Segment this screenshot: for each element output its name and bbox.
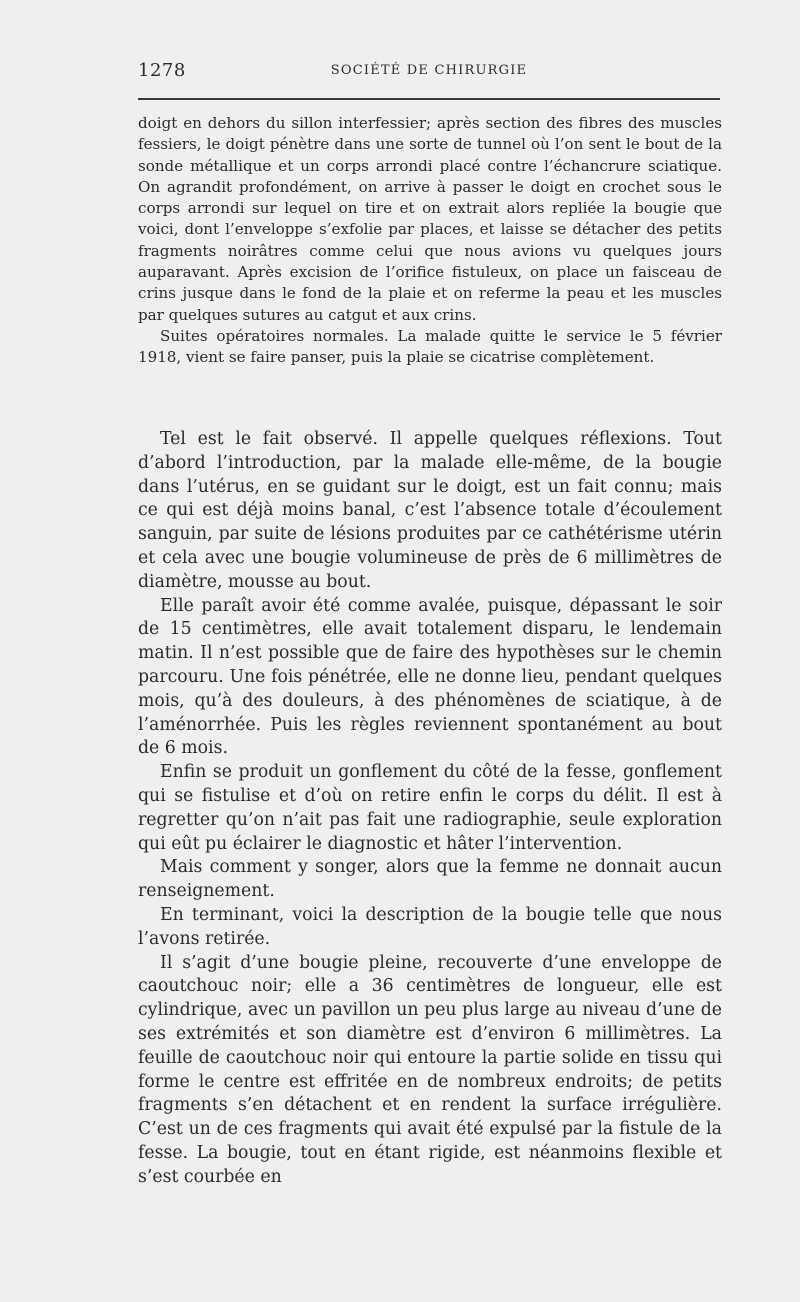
- case-report-paragraph: doigt en dehors du sillon interfessier; après section des fibres des muscles fessiers, le doigt pénètre dans une sorte de tunnel où l’on sent le bout de la sonde métallique et un corps arrondi placé contre l’échancrure sciatique. On agrandit profondément, on arrive à passer le doigt en crochet sous le corps arrondi sur lequel on tire et on extrait alors repliée la bougie que voici, dont l’enveloppe s’exfolie par places, et laisse se détacher des petits fragments noirâtres comme celui que nous avions vu quelques jours auparavant. Après excision de l’orifice fistuleux, on place un faisceau de crins jusque dans le fond de la plaie et on referme la peau et les muscles par quelques sutures au catgut et aux crins.: [138, 114, 722, 324]
- discussion-paragraph: Mais comment y songer, alors que la femme ne donnait aucun renseignement.: [138, 857, 722, 902]
- discussion-paragraph: En terminant, voici la description de la bougie telle que nous l’avons retirée.: [138, 904, 722, 949]
- discussion-paragraph: Tel est le fait observé. Il appelle quelques réflexions. Tout d’abord l’introduction, par la malade elle-même, de la bougie dans l’utérus, en se guidant sur le doigt, est un fait connu; mais ce qui est déjà moins banal, c’est l’absence totale d’écoulement sanguin, par suite de lésions produites par ce cathétérisme utérin et cela avec une bougie volumineuse de près de 6 millimètres de diamètre, mousse au bout.: [138, 429, 722, 592]
- header-rule: [138, 98, 720, 100]
- case-report-section: [138, 113, 722, 369]
- page-number: 1278: [138, 60, 186, 81]
- discussion-section: [138, 428, 722, 1190]
- running-head: SOCIÉTÉ DE CHIRURGIE: [330, 63, 528, 78]
- page-header: [138, 58, 720, 88]
- discussion-paragraph: Enfin se produit un gonflement du côté de la fesse, gonflement qui se fistulise et d’où on retire enfin le corps du délit. Il est à regretter qu’on n’ait pas fait une radiographie, seule exploration qui eût pu éclairer le diagnostic et hâter l’intervention.: [138, 762, 722, 854]
- discussion-paragraph: Elle paraît avoir été comme avalée, puisque, dépassant le soir de 15 centimètres, elle avait totalement disparu, le lendemain matin. Il n’est possible que de faire des hypothèses sur le chemin parcouru. Une fois pénétrée, elle ne donne lieu, pendant quelques mois, qu’à des douleurs, à des phénomènes de sciatique, à de l’aménorrhée. Puis les règles reviennent spontanément au bout de 6 mois.: [138, 595, 722, 759]
- case-report-paragraph: Suites opératoires normales. La malade quitte le service le 5 février 1918, vient se faire panser, puis la plaie se cicatrise complètement.: [138, 326, 722, 367]
- discussion-paragraph: Il s’agit d’une bougie pleine, recouverte d’une enveloppe de caoutchouc noir; elle a 36 centimètres de longueur, elle est cylindrique, avec un pavillon un peu plus large au niveau d’une de ses extrémités et son diamètre est d’environ 6 millimètres. La feuille de caoutchouc noir qui entoure la partie solide en tissu qui forme le centre est effritée en de nombreux endroits; de petits fragments s’en détachent et en rendent la surface irrégulière. C’est un de ces fragments qui avait été expulsé par la fistule de la fesse. La bougie, tout en étant rigide, est néanmoins flexible et s’est courbée en: [138, 952, 722, 1187]
